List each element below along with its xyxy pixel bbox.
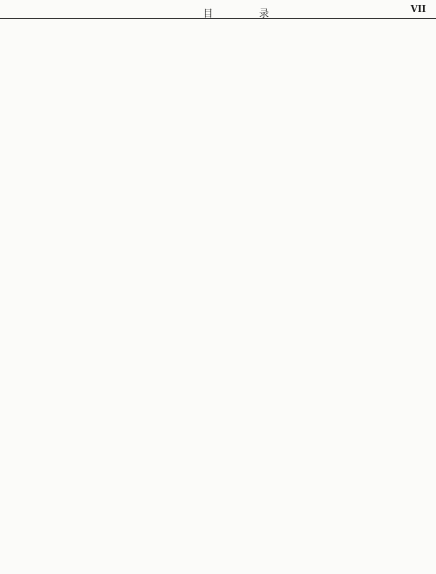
header-rule: [0, 18, 436, 19]
header-title: 目 录: [203, 9, 287, 20]
header-page-numeral: VII: [410, 5, 426, 15]
toc-right-column: [221, 23, 431, 29]
toc-left-column: [12, 23, 215, 33]
page-header: [0, 0, 436, 20]
